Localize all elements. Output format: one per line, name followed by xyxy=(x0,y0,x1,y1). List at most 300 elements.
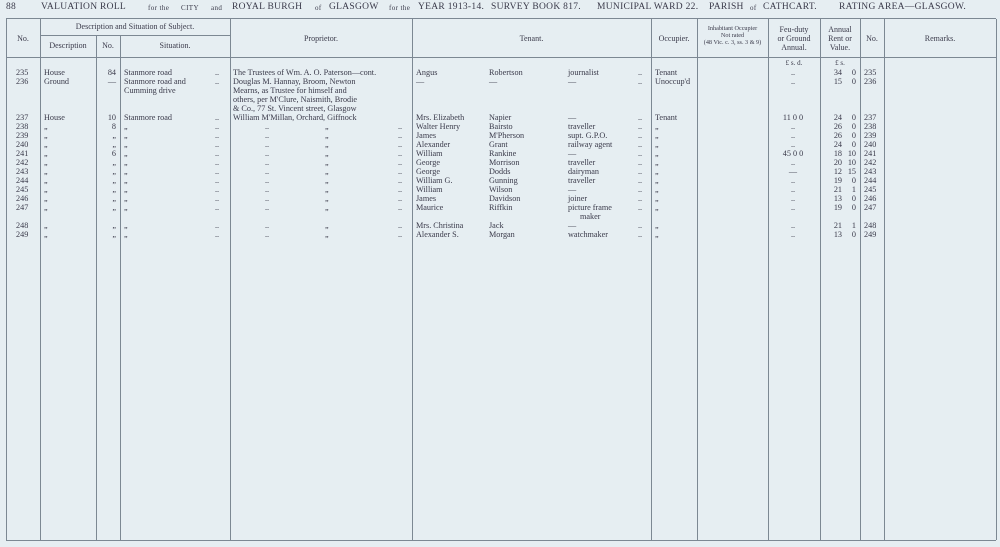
tenant-surname: Jack xyxy=(489,221,504,230)
col-rule-7 xyxy=(697,19,698,540)
entry-situation: Stanmore road and xyxy=(124,77,186,86)
leader-dots: .. xyxy=(638,230,643,239)
entry-occupier: Tenant xyxy=(655,113,678,122)
entry-feu-duty: .. xyxy=(790,221,796,230)
col-header-rent-2: Rent or xyxy=(828,34,852,43)
entry-description: „ xyxy=(44,149,48,158)
entry-feu-duty: .. xyxy=(790,131,796,140)
entry-proprietor: .. xyxy=(265,230,270,239)
entry-proprietor-ditto: „ xyxy=(325,221,329,230)
entry-feu-duty: 11 0 0 xyxy=(782,113,804,122)
entry-proprietor: Mearns, as Trustee for himself and xyxy=(233,86,347,95)
leader-dots: .. xyxy=(398,140,403,149)
entry-proprietor: .. xyxy=(265,203,270,212)
col-header-feu-3: Annual. xyxy=(781,43,807,52)
entry-no: 244 xyxy=(16,176,29,185)
entry-rent-pounds: 21 xyxy=(833,221,842,230)
entry-rent-shillings: 0 xyxy=(851,68,856,77)
rule-header-bottom xyxy=(6,57,996,58)
tenant-first-name: Mrs. Christina xyxy=(416,221,464,230)
entry-rent-shillings: 0 xyxy=(851,131,856,140)
entry-no: 246 xyxy=(16,194,29,203)
entry-no-repeat: 235 xyxy=(864,68,877,77)
entry-occupier: „ xyxy=(655,122,659,131)
tenant-surname: Morgan xyxy=(489,230,515,239)
roll-title-for: for the xyxy=(148,4,170,12)
col-header-tenant: Tenant. xyxy=(519,34,544,43)
entry-number: „ xyxy=(112,158,116,167)
entry-occupier: „ xyxy=(655,185,659,194)
entry-situation: „ xyxy=(124,140,128,149)
entry-description: „ xyxy=(44,185,48,194)
entry-feu-duty: .. xyxy=(790,122,796,131)
parish-label: PARISH xyxy=(709,2,744,12)
leader-dots: .. xyxy=(638,131,643,140)
col-header-inhabitant-1: Inhabitant Occupier xyxy=(707,25,758,32)
entry-no-repeat: 246 xyxy=(864,194,877,203)
entry-description: House xyxy=(44,68,65,77)
entry-rent-shillings: 0 xyxy=(851,194,856,203)
entry-no: 242 xyxy=(16,158,29,167)
col-rule-9 xyxy=(820,19,821,540)
entry-situation: „ xyxy=(124,149,128,158)
entry-situation: „ xyxy=(124,194,128,203)
tenant-occupation: maker xyxy=(580,212,601,221)
leader-dots: .. xyxy=(215,158,220,167)
entry-proprietor-ditto: „ xyxy=(325,203,329,212)
entry-feu-duty: — xyxy=(788,167,798,176)
entry-no: 247 xyxy=(16,203,29,212)
rent-units: £ s. xyxy=(835,59,845,67)
entry-proprietor: .. xyxy=(265,149,270,158)
entry-occupier: „ xyxy=(655,149,659,158)
leader-dots: .. xyxy=(215,185,220,194)
entry-situation: „ xyxy=(124,122,128,131)
tenant-first-name: Walter Henry xyxy=(416,122,461,131)
tenant-occupation: picture frame xyxy=(568,203,612,212)
leader-dots: .. xyxy=(638,68,643,77)
entry-proprietor: The Trustees of Wm. A. O. Paterson—cont. xyxy=(233,68,377,77)
entry-rent-pounds: 13 xyxy=(833,230,842,239)
tenant-first-name: William xyxy=(416,149,443,158)
tenant-occupation: watchmaker xyxy=(568,230,609,239)
leader-dots: .. xyxy=(215,149,220,158)
tenant-occupation: — xyxy=(568,77,577,86)
entry-no: 239 xyxy=(16,131,29,140)
entry-rent-shillings: 0 xyxy=(851,176,856,185)
entry-number: „ xyxy=(112,176,116,185)
entry-no-repeat: 238 xyxy=(864,122,877,131)
entry-no: 249 xyxy=(16,230,29,239)
entry-no-repeat: 244 xyxy=(864,176,877,185)
entry-no-repeat: 249 xyxy=(864,230,877,239)
entry-no-repeat: 248 xyxy=(864,221,877,230)
entry-proprietor: .. xyxy=(265,131,270,140)
entry-occupier: „ xyxy=(655,230,659,239)
col-header-description: Description xyxy=(49,41,87,50)
leader-dots: .. xyxy=(215,131,220,140)
tenant-occupation: traveller xyxy=(568,122,596,131)
entry-rent-shillings: 15 xyxy=(847,167,856,176)
parish-name: CATHCART. xyxy=(763,2,817,12)
entry-number: 6 xyxy=(111,149,116,158)
col-header-proprietor: Proprietor. xyxy=(304,34,338,43)
tenant-occupation: — xyxy=(568,221,577,230)
tenant-first-name: Angus xyxy=(416,68,438,77)
entry-rent-pounds: 15 xyxy=(833,77,842,86)
tenant-occupation: dairyman xyxy=(568,167,599,176)
entry-no: 245 xyxy=(16,185,29,194)
entry-proprietor-ditto: „ xyxy=(325,158,329,167)
roll-title-city: CITY xyxy=(181,4,199,12)
entry-situation: „ xyxy=(124,221,128,230)
entry-rent-pounds: 24 xyxy=(833,140,842,149)
survey-book: SURVEY BOOK 817. xyxy=(491,2,581,12)
entry-no: 236 xyxy=(16,77,29,86)
entry-proprietor-ditto: „ xyxy=(325,194,329,203)
entry-no: 235 xyxy=(16,68,29,77)
entry-no-repeat: 241 xyxy=(864,149,877,158)
leader-dots: .. xyxy=(215,230,220,239)
entry-number: „ xyxy=(112,140,116,149)
entry-rent-pounds: 12 xyxy=(833,167,842,176)
tenant-occupation: joiner xyxy=(568,194,588,203)
entry-no-repeat: 240 xyxy=(864,140,877,149)
tenant-surname: M'Pherson xyxy=(489,131,525,140)
leader-dots: .. xyxy=(638,194,643,203)
tenant-first-name: George xyxy=(416,167,440,176)
entry-feu-duty: .. xyxy=(790,140,796,149)
tenant-occupation: — xyxy=(568,113,577,122)
entry-description: „ xyxy=(44,122,48,131)
leader-dots: .. xyxy=(398,203,403,212)
entry-occupier: „ xyxy=(655,167,659,176)
leader-dots: .. xyxy=(638,113,643,122)
entry-proprietor-ditto: „ xyxy=(325,230,329,239)
entry-no: 237 xyxy=(16,113,29,122)
entry-description: „ xyxy=(44,203,48,212)
col-header-feu-1: Feu-duty xyxy=(779,25,809,34)
roll-title-of: of xyxy=(315,4,322,12)
entry-feu-duty: .. xyxy=(790,77,796,86)
entry-no-repeat: 237 xyxy=(864,113,877,122)
tenant-surname: Dodds xyxy=(489,167,511,176)
entry-proprietor: .. xyxy=(265,158,270,167)
leader-dots: .. xyxy=(215,176,220,185)
entry-occupier: „ xyxy=(655,158,659,167)
entry-number: „ xyxy=(112,203,116,212)
entry-proprietor-ditto: „ xyxy=(325,176,329,185)
tenant-occupation: journalist xyxy=(568,68,599,77)
entry-proprietor-ditto: „ xyxy=(325,167,329,176)
entry-rent-pounds: 26 xyxy=(833,131,842,140)
entry-rent-pounds: 24 xyxy=(833,113,842,122)
entry-rent-shillings: 1 xyxy=(851,221,856,230)
entry-description: „ xyxy=(44,167,48,176)
tenant-first-name: Maurice xyxy=(416,203,444,212)
entry-occupier: „ xyxy=(655,203,659,212)
entry-rent-pounds: 34 xyxy=(833,68,842,77)
leader-dots: .. xyxy=(638,122,643,131)
entry-proprietor: William M'Millan, Orchard, Giffnock xyxy=(233,113,357,122)
entry-situation: Stanmore road xyxy=(124,68,172,77)
entry-occupier: „ xyxy=(655,176,659,185)
col-header-inhabitant-3: (48 Vic. c. 3, ss. 3 & 9) xyxy=(703,39,762,46)
entry-proprietor-ditto: „ xyxy=(325,122,329,131)
entry-no-repeat: 245 xyxy=(864,185,877,194)
leader-dots: .. xyxy=(638,176,643,185)
entry-situation: „ xyxy=(124,203,128,212)
entry-proprietor: .. xyxy=(265,140,270,149)
tenant-surname: Napier xyxy=(489,113,512,122)
entry-proprietor-ditto: „ xyxy=(325,185,329,194)
leader-dots: .. xyxy=(215,194,220,203)
col-rule-6 xyxy=(651,19,652,540)
roll-title-burgh: ROYAL BURGH xyxy=(232,2,303,12)
col-rule-5 xyxy=(412,19,413,540)
leader-dots: .. xyxy=(398,167,403,176)
entry-feu-duty: .. xyxy=(790,176,796,185)
tenant-surname: Wilson xyxy=(489,185,513,194)
leader-dots: .. xyxy=(398,176,403,185)
page-number: 88 xyxy=(6,2,17,12)
leader-dots: .. xyxy=(215,113,220,122)
entry-proprietor-ditto: „ xyxy=(325,140,329,149)
leader-dots: .. xyxy=(638,185,643,194)
leader-dots: .. xyxy=(398,185,403,194)
rating-area: RATING AREA—GLASGOW. xyxy=(839,2,967,12)
entry-rent-shillings: 0 xyxy=(851,230,856,239)
entry-number: 10 xyxy=(107,113,116,122)
col-rule-4 xyxy=(230,19,231,540)
entry-proprietor: .. xyxy=(265,176,270,185)
tenant-first-name: James xyxy=(416,194,437,203)
rule-desc-group xyxy=(40,35,230,36)
entry-proprietor: & Co., 77 St. Vincent street, Glasgow xyxy=(233,104,357,113)
leader-dots: .. xyxy=(398,158,403,167)
entry-feu-duty: .. xyxy=(790,203,796,212)
col-header-no2: No. xyxy=(866,34,878,43)
leader-dots: .. xyxy=(215,68,220,77)
entry-description: „ xyxy=(44,194,48,203)
entry-feu-duty: 45 0 0 xyxy=(782,149,804,158)
leader-dots: .. xyxy=(638,140,643,149)
entry-number: „ xyxy=(112,230,116,239)
leader-dots: .. xyxy=(398,149,403,158)
tenant-occupation: traveller xyxy=(568,158,596,167)
entry-feu-duty: .. xyxy=(790,194,796,203)
entry-occupier: „ xyxy=(655,194,659,203)
leader-dots: .. xyxy=(398,221,403,230)
tenant-first-name: Alexander S. xyxy=(416,230,459,239)
entry-number: „ xyxy=(112,194,116,203)
entry-description: „ xyxy=(44,131,48,140)
entry-description: House xyxy=(44,113,65,122)
entry-description: „ xyxy=(44,221,48,230)
tenant-surname: Robertson xyxy=(489,68,523,77)
roll-title-for2: for the xyxy=(389,4,411,12)
col-header-inhabitant-2: Not rated xyxy=(720,32,745,39)
entry-situation: „ xyxy=(124,158,128,167)
leader-dots: .. xyxy=(638,158,643,167)
leader-dots: .. xyxy=(398,131,403,140)
entry-description: „ xyxy=(44,176,48,185)
entry-rent-pounds: 19 xyxy=(833,176,842,185)
entry-rent-pounds: 18 xyxy=(833,149,842,158)
entry-no-repeat: 239 xyxy=(864,131,877,140)
entry-number: 8 xyxy=(111,122,116,131)
tenant-surname: Riffkin xyxy=(489,203,513,212)
entry-rent-pounds: 20 xyxy=(833,158,842,167)
col-header-desc-group: Description and Situation of Subject. xyxy=(75,22,195,31)
entry-proprietor: .. xyxy=(265,167,270,176)
entry-occupier: „ xyxy=(655,140,659,149)
tenant-surname: Bairsto xyxy=(489,122,513,131)
col-rule-1 xyxy=(40,19,41,540)
tenant-surname: — xyxy=(489,77,498,86)
leader-dots: .. xyxy=(215,221,220,230)
entry-proprietor: Douglas M. Hannay, Broom, Newton xyxy=(233,77,356,86)
entry-description: „ xyxy=(44,158,48,167)
col-rule-12 xyxy=(996,19,997,540)
col-rule-11 xyxy=(884,19,885,540)
roll-title: VALUATION ROLL xyxy=(41,2,127,12)
roll-title-and: and xyxy=(211,4,223,12)
tenant-surname: Grant xyxy=(489,140,508,149)
col-header-occupier: Occupier. xyxy=(658,34,690,43)
entry-no-repeat: 236 xyxy=(864,77,877,86)
entry-situation: Cumming drive xyxy=(124,86,176,95)
entry-rent-shillings: 0 xyxy=(851,113,856,122)
entry-number: „ xyxy=(112,221,116,230)
entry-feu-duty: .. xyxy=(790,185,796,194)
parish-of: of xyxy=(750,4,757,12)
entry-description: „ xyxy=(44,140,48,149)
leader-dots: .. xyxy=(215,203,220,212)
tenant-surname: Gunning xyxy=(489,176,518,185)
entry-number: „ xyxy=(112,167,116,176)
entry-number: — xyxy=(107,77,116,86)
col-rule-10 xyxy=(860,19,861,540)
entry-number: „ xyxy=(112,131,116,140)
entry-situation: „ xyxy=(124,176,128,185)
leader-dots: .. xyxy=(398,194,403,203)
roll-title-year: YEAR 1913-14. xyxy=(418,2,485,12)
leader-dots: .. xyxy=(398,230,403,239)
entry-situation: „ xyxy=(124,185,128,194)
leader-dots: .. xyxy=(215,140,220,149)
entry-proprietor: .. xyxy=(265,221,270,230)
entry-no: 241 xyxy=(16,149,29,158)
entry-rent-shillings: 10 xyxy=(847,149,856,158)
leader-dots: .. xyxy=(215,122,220,131)
col-rule-0 xyxy=(6,19,7,540)
entry-situation: „ xyxy=(124,131,128,140)
leader-dots: .. xyxy=(215,77,220,86)
entry-situation: „ xyxy=(124,167,128,176)
municipal-ward: MUNICIPAL WARD 22. xyxy=(597,2,699,12)
entry-rent-pounds: 13 xyxy=(833,194,842,203)
col-header-rent-1: Annual xyxy=(828,25,852,34)
entry-situation: Stanmore road xyxy=(124,113,172,122)
tenant-first-name: James xyxy=(416,131,437,140)
entry-proprietor: others, per M'Clure, Naismith, Brodie xyxy=(233,95,358,104)
entry-no: 240 xyxy=(16,140,29,149)
entry-rent-shillings: 0 xyxy=(851,77,856,86)
col-header-feu-2: or Ground xyxy=(777,34,811,43)
col-header-no: No. xyxy=(17,34,29,43)
entry-no: 238 xyxy=(16,122,29,131)
leader-dots: .. xyxy=(638,167,643,176)
tenant-first-name: William xyxy=(416,185,443,194)
tenant-occupation: — xyxy=(568,185,577,194)
roll-title-glasgow: GLASGOW xyxy=(329,2,379,12)
leader-dots: .. xyxy=(638,77,643,86)
page-header xyxy=(6,2,996,16)
tenant-first-name: George xyxy=(416,158,440,167)
col-rule-2 xyxy=(96,35,97,540)
entry-feu-duty: .. xyxy=(790,158,796,167)
leader-dots: .. xyxy=(638,149,643,158)
entry-number: 84 xyxy=(107,68,116,77)
leader-dots: .. xyxy=(398,122,403,131)
entry-rent-shillings: 0 xyxy=(851,140,856,149)
leader-dots: .. xyxy=(638,221,643,230)
entry-no: 248 xyxy=(16,221,29,230)
entry-description: Ground xyxy=(44,77,70,86)
tenant-occupation: — xyxy=(568,149,577,158)
col-rule-8 xyxy=(768,19,769,540)
entry-proprietor-ditto: „ xyxy=(325,149,329,158)
entry-occupier: Tenant xyxy=(655,68,678,77)
entry-proprietor: .. xyxy=(265,194,270,203)
rule-bottom xyxy=(6,540,996,541)
entry-rent-pounds: 26 xyxy=(833,122,842,131)
entry-situation: „ xyxy=(124,230,128,239)
entry-no-repeat: 247 xyxy=(864,203,877,212)
col-header-num: No. xyxy=(102,41,114,50)
entry-feu-duty: .. xyxy=(790,230,796,239)
feu-units: £ s. d. xyxy=(785,59,803,67)
entry-rent-shillings: 10 xyxy=(847,158,856,167)
tenant-occupation: railway agent xyxy=(568,140,613,149)
entry-rent-shillings: 1 xyxy=(851,185,856,194)
entry-occupier: „ xyxy=(655,131,659,140)
tenant-first-name: Alexander xyxy=(416,140,451,149)
entry-rent-pounds: 21 xyxy=(833,185,842,194)
entry-rent-shillings: 0 xyxy=(851,122,856,131)
entry-no: 243 xyxy=(16,167,29,176)
col-header-rent-3: Value. xyxy=(829,43,851,52)
entry-occupier: „ xyxy=(655,221,659,230)
col-rule-3 xyxy=(120,35,121,540)
entry-proprietor-ditto: „ xyxy=(325,131,329,140)
entry-no-repeat: 243 xyxy=(864,167,877,176)
entry-description: „ xyxy=(44,230,48,239)
tenant-first-name: — xyxy=(416,77,425,86)
entry-rent-pounds: 19 xyxy=(833,203,842,212)
entry-no-repeat: 242 xyxy=(864,158,877,167)
tenant-occupation: supt. G.P.O. xyxy=(568,131,608,140)
entry-feu-duty: .. xyxy=(790,68,796,77)
leader-dots: .. xyxy=(638,203,643,212)
entry-number: „ xyxy=(112,185,116,194)
tenant-occupation: traveller xyxy=(568,176,596,185)
leader-dots: .. xyxy=(215,167,220,176)
tenant-surname: Davidson xyxy=(489,194,521,203)
tenant-first-name: Mrs. Elizabeth xyxy=(416,113,465,122)
entry-proprietor: .. xyxy=(265,122,270,131)
